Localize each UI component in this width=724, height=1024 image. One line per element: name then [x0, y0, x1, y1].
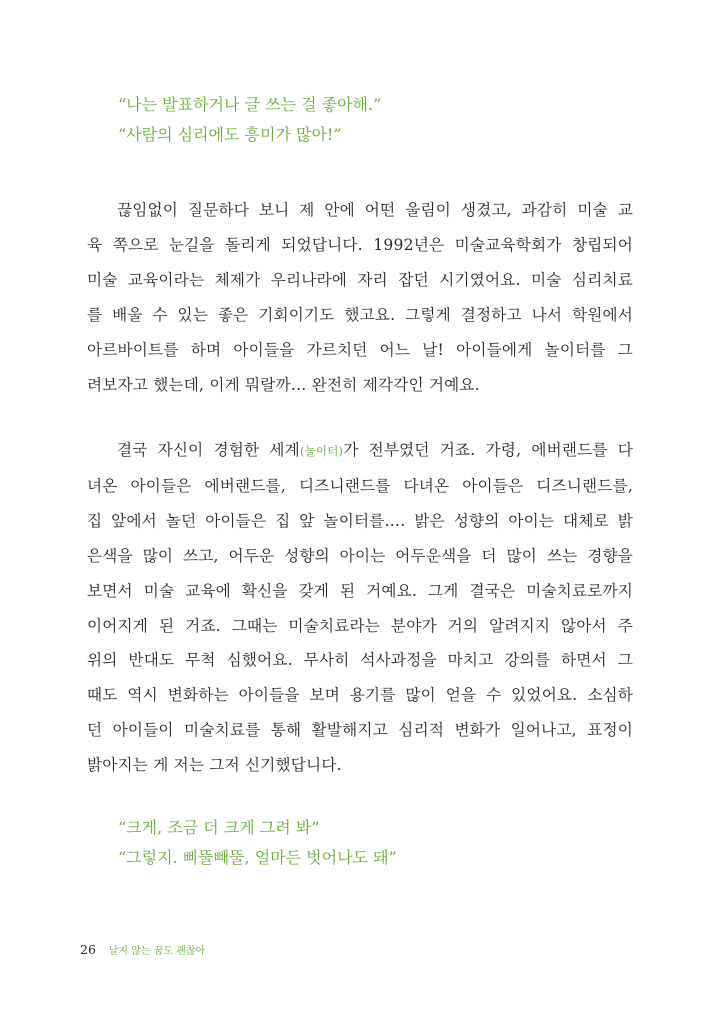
text-line: 던 아이들이 미술치료를 통해 활발해지고 심리적 변화가 일어나고, 표정이: [87, 721, 633, 740]
quote-line: “그렇지. 삐뚤빼뚤, 얼마든 벗어나도 돼”: [118, 848, 397, 867]
text-line: 위의 반대도 무척 심했어요. 무사히 석사과정을 마치고 강의를 하면서 그: [87, 651, 633, 670]
page-footer: [80, 942, 205, 957]
text-line: 아르바이트를 하며 아이들을 가르치던 어느 날! 아이들에게 놀이터를 그: [87, 340, 633, 359]
text-line: 육 쪽으로 눈길을 돌리게 되었답니다. 1992년은 미술교육학회가 창립되어: [87, 235, 633, 254]
text-line: 집 앞에서 놀던 아이들은 집 앞 놀이터를…. 밝은 성향의 아이는 대체로 밝: [87, 511, 633, 530]
text-line: 를 배울 수 있는 좋은 기회이기도 했고요. 그렇게 결정하고 나서 학원에서: [87, 305, 633, 324]
quote-line: “사람의 심리에도 흥미가 많아!”: [118, 125, 342, 144]
text-line: 보면서 미술 교육에 확신을 갖게 된 거예요. 그게 결국은 미술치료로까지: [87, 581, 633, 600]
quotes-bottom: [118, 813, 658, 873]
quote-line: “나는 발표하거나 글 쓰는 걸 좋아해.”: [118, 95, 382, 114]
text-line: 밝아지는 게 저는 그저 신기했답니다.: [87, 756, 342, 775]
inline-note: (놀이터): [299, 444, 344, 458]
text-line: 결국 자신이 경험한 세계(놀이터)가 전부였던 거죠. 가령, 에버랜드를 다: [117, 441, 633, 459]
paragraph-1: [87, 193, 633, 402]
paragraph-2: [87, 433, 633, 783]
text-line: 녀온 아이들은 에버랜드를, 디즈니랜드를 다녀온 아이들은 디즈니랜드를,: [87, 476, 633, 495]
text-line: 때도 역시 변화하는 아이들을 보며 용기를 많이 얻을 수 있었어요. 소심하: [87, 686, 633, 705]
text-line: 이어지게 된 거죠. 그때는 미술치료라는 분야가 거의 알려지지 않아서 주: [87, 616, 633, 635]
running-title: 날지 않는 꿈도 괜찮아: [108, 946, 206, 957]
text-line: 미술 교육이라는 체제가 우리나라에 자리 잡던 시기였어요. 미술 심리치료: [87, 270, 633, 289]
text-line: 끊임없이 질문하다 보니 제 안에 어떤 울림이 생겼고, 과감히 미술 교: [117, 201, 633, 219]
quotes-top: [118, 90, 658, 150]
quote-line: “크게, 조금 더 크게 그려 봐”: [118, 818, 320, 837]
page-number: 26: [80, 942, 96, 957]
text-line: 려보자고 했는데, 이게 뭐랄까… 완전히 제각각인 거예요.: [87, 375, 480, 394]
text-line: 은색을 많이 쓰고, 어두운 성향의 아이는 어두운색을 더 많이 쓰는 경향을: [87, 546, 633, 565]
